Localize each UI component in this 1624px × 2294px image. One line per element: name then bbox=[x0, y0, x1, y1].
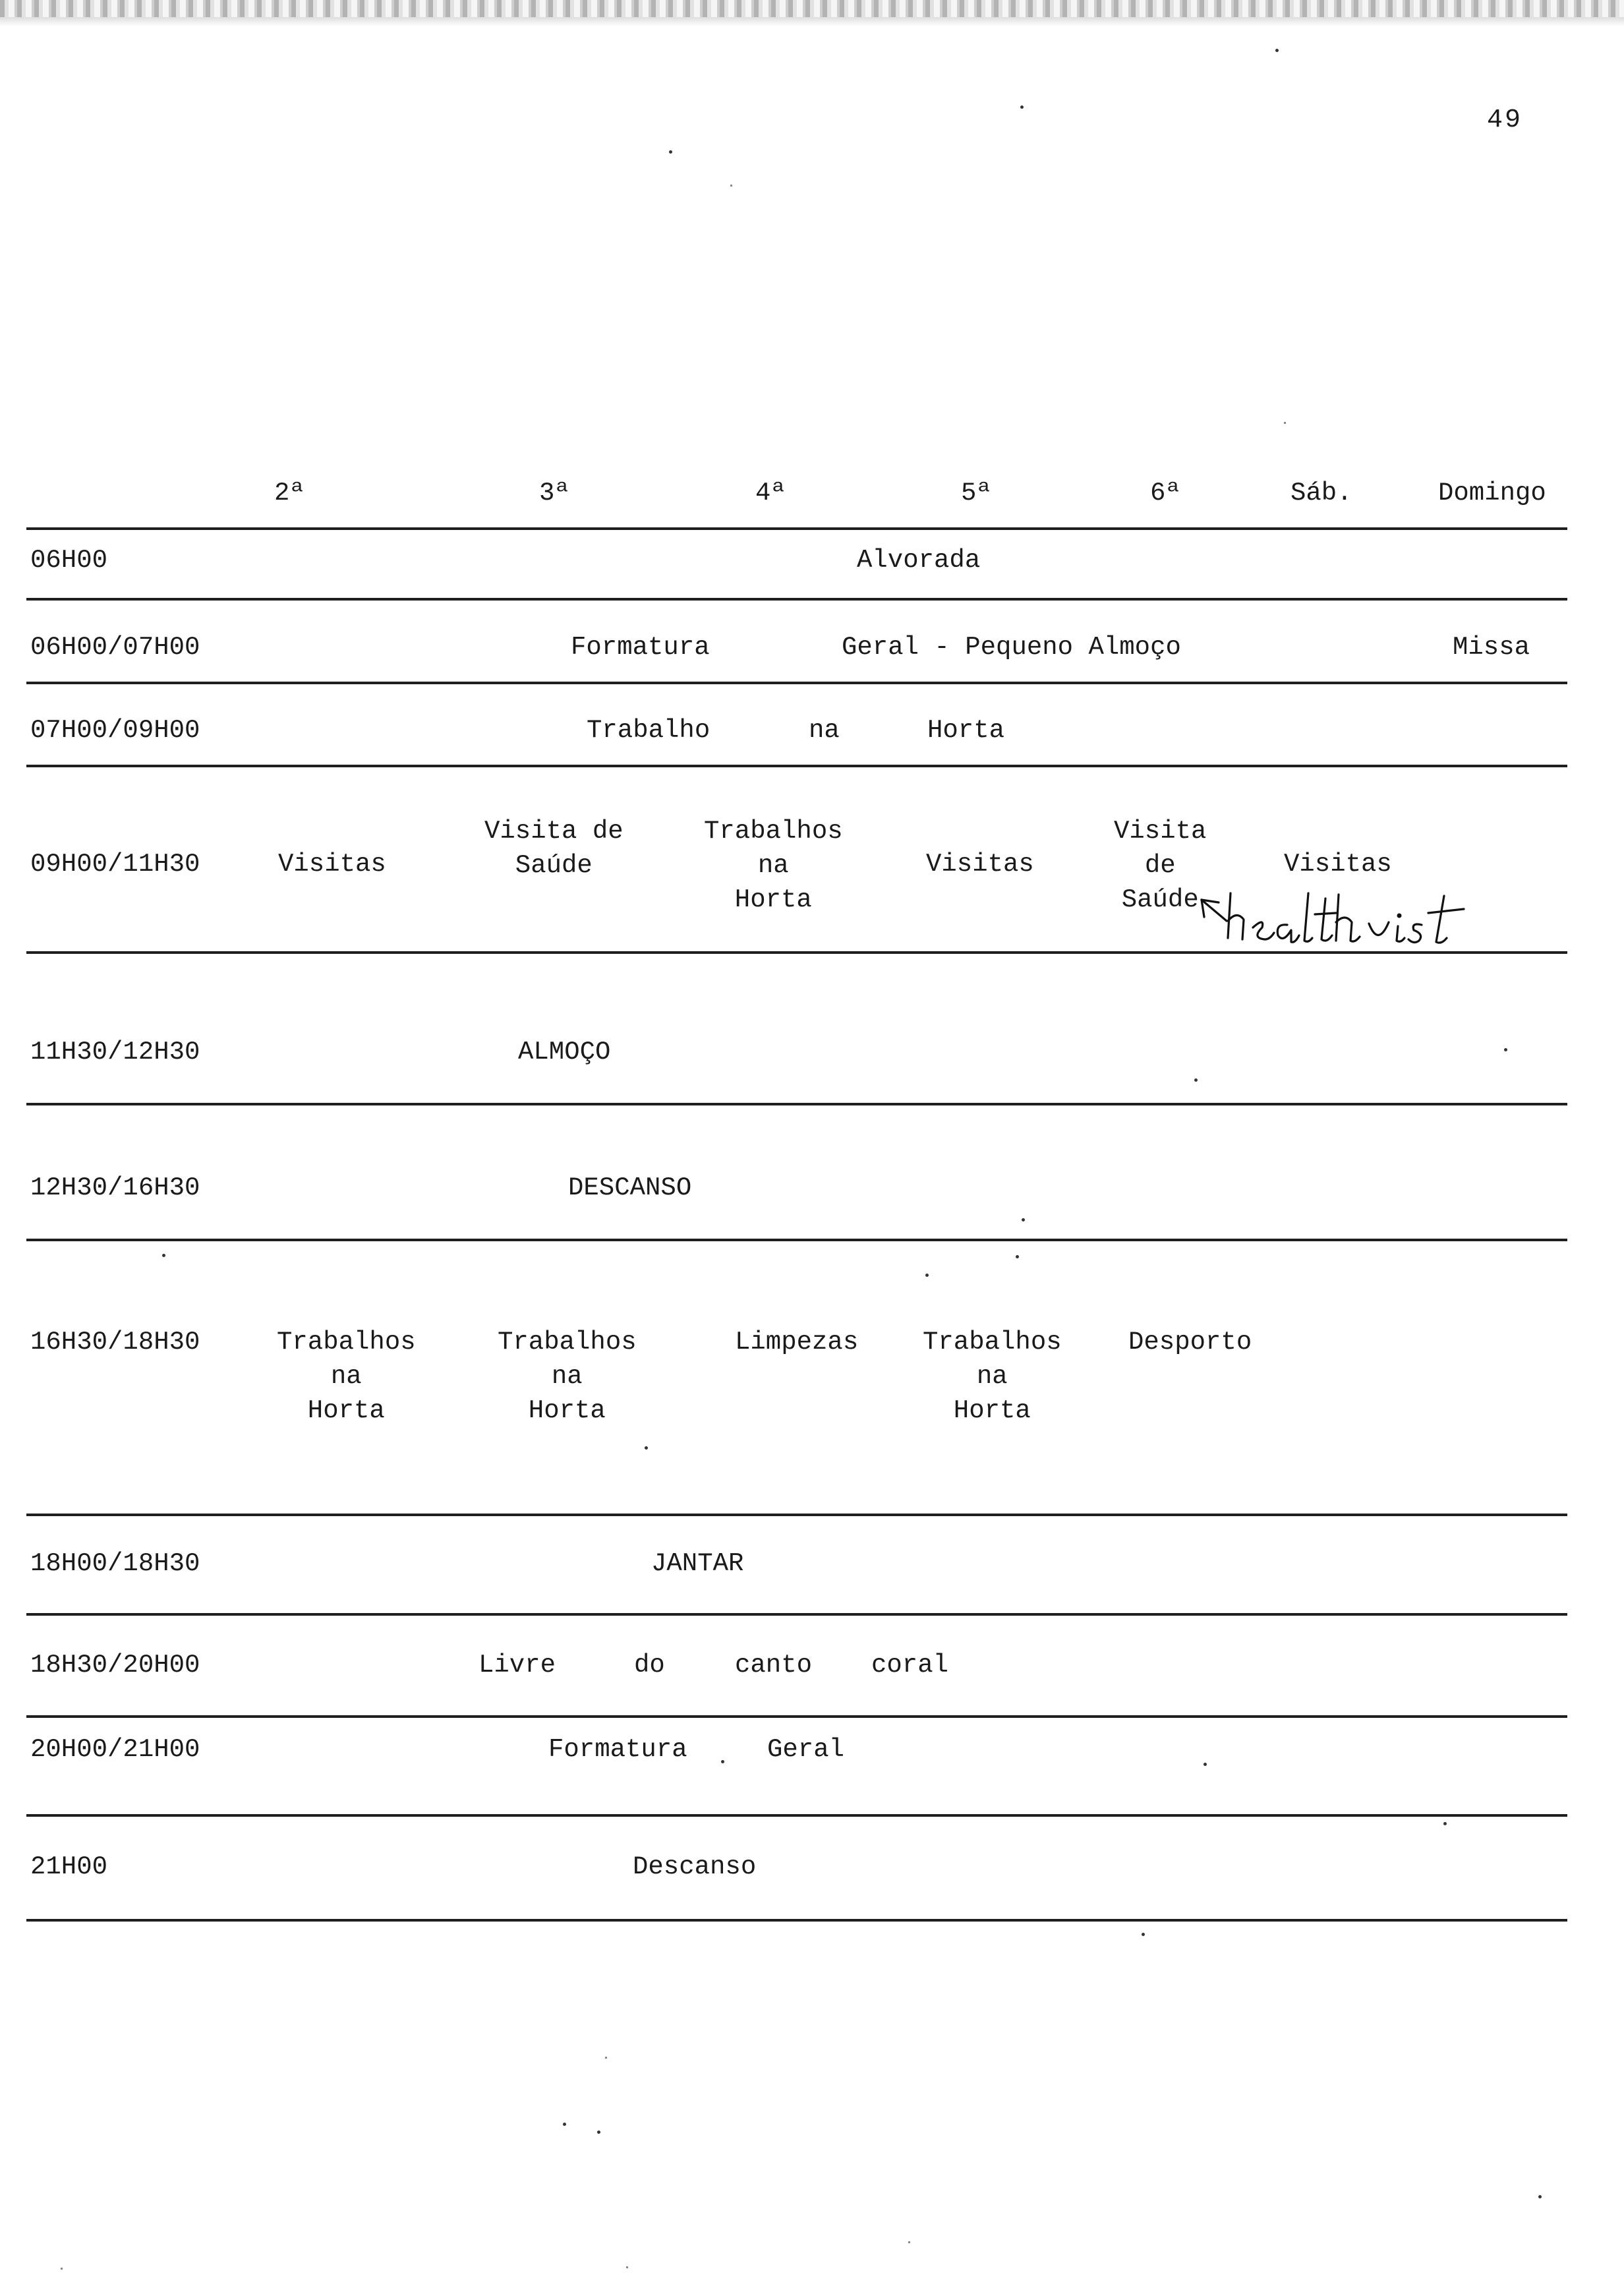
cell-monday: Trabalhos na Horta bbox=[277, 1328, 416, 1425]
scan-speck bbox=[1204, 1763, 1207, 1766]
table-rule bbox=[26, 765, 1567, 767]
scan-speck bbox=[1016, 1255, 1019, 1258]
header-day-monday: 2ª bbox=[274, 479, 305, 508]
table-rule bbox=[26, 1613, 1567, 1616]
scan-speck bbox=[1443, 1822, 1447, 1825]
cell-wednesday: Limpezas bbox=[735, 1328, 859, 1357]
table-rule bbox=[26, 1814, 1567, 1817]
row-activity: coral bbox=[871, 1651, 949, 1680]
table-rule bbox=[26, 598, 1567, 601]
scan-speck bbox=[669, 150, 672, 154]
row-activity: canto bbox=[735, 1651, 813, 1680]
scan-speck bbox=[908, 2241, 910, 2243]
header-day-thursday: 5ª bbox=[961, 479, 992, 508]
cell-monday: Visitas bbox=[278, 850, 386, 879]
table-rule bbox=[26, 1715, 1567, 1718]
scan-speck bbox=[721, 1760, 724, 1763]
page-number: 49 bbox=[1487, 105, 1523, 135]
header-day-wednesday: 4ª bbox=[755, 479, 786, 508]
scan-speck bbox=[61, 2268, 63, 2270]
row-time: 06H00/07H00 bbox=[30, 633, 200, 662]
scan-speck bbox=[1194, 1078, 1198, 1082]
cell-thursday: Visitas bbox=[926, 850, 1034, 879]
row-time: 07H00/09H00 bbox=[30, 716, 200, 745]
table-rule bbox=[26, 1514, 1567, 1516]
scan-speck bbox=[1504, 1048, 1507, 1051]
scan-speck bbox=[605, 2057, 607, 2059]
row-activity: Formatura bbox=[548, 1735, 687, 1764]
row-activity: Geral bbox=[767, 1735, 845, 1764]
scan-edge-noise bbox=[0, 0, 1624, 17]
table-rule bbox=[26, 1239, 1567, 1241]
row-time: 12H30/16H30 bbox=[30, 1173, 200, 1202]
row-activity: Trabalho bbox=[587, 716, 710, 745]
scan-speck bbox=[1142, 1933, 1145, 1936]
scan-edge-shadow bbox=[0, 17, 1624, 26]
row-time: 18H30/20H00 bbox=[30, 1651, 200, 1680]
row-activity: Descanso bbox=[633, 1852, 757, 1881]
scan-speck bbox=[925, 1274, 929, 1277]
row-activity: Geral - Pequeno Almoço bbox=[842, 633, 1181, 662]
cell-wednesday: Trabalhos na Horta bbox=[704, 817, 843, 914]
row-time: 06H00 bbox=[30, 546, 108, 575]
scan-speck bbox=[597, 2131, 600, 2134]
table-rule bbox=[26, 682, 1567, 684]
row-time: 18H00/18H30 bbox=[30, 1549, 200, 1578]
cell-tuesday: Trabalhos na Horta bbox=[498, 1328, 637, 1425]
handwritten-health-visit-annotation bbox=[1196, 887, 1473, 959]
header-day-sunday: Domingo bbox=[1438, 479, 1546, 508]
row-activity: Formatura bbox=[571, 633, 710, 662]
row-activity: do bbox=[634, 1651, 665, 1680]
cell-friday: Desporto bbox=[1128, 1328, 1252, 1357]
row-activity: Horta bbox=[927, 716, 1005, 745]
scan-speck bbox=[563, 2123, 566, 2126]
row-time: 11H30/12H30 bbox=[30, 1038, 200, 1067]
header-day-friday: 6ª bbox=[1150, 479, 1181, 508]
row-time: 09H00/11H30 bbox=[30, 850, 200, 879]
table-rule bbox=[26, 1919, 1567, 1922]
row-time: 20H00/21H00 bbox=[30, 1735, 200, 1764]
cell-thursday: Trabalhos na Horta bbox=[923, 1328, 1062, 1425]
table-rule bbox=[26, 527, 1567, 530]
scan-speck bbox=[162, 1254, 165, 1257]
header-day-tuesday: 3ª bbox=[539, 479, 570, 508]
scan-speck bbox=[626, 2266, 628, 2268]
row-activity: JANTAR bbox=[651, 1549, 744, 1578]
row-activity: na bbox=[809, 716, 840, 745]
row-time: 16H30/18H30 bbox=[30, 1328, 200, 1357]
row-activity: DESCANSO bbox=[568, 1173, 692, 1202]
scan-speck bbox=[1284, 422, 1286, 424]
row-activity-sunday: Missa bbox=[1453, 633, 1530, 662]
row-activity: ALMOÇO bbox=[518, 1038, 611, 1067]
table-rule bbox=[26, 1103, 1567, 1105]
cell-friday: Visita de Saúde bbox=[1114, 817, 1207, 914]
scan-speck bbox=[1538, 2195, 1542, 2198]
scan-speck bbox=[1022, 1218, 1025, 1221]
header-day-saturday: Sáb. bbox=[1290, 479, 1352, 508]
cell-saturday: Visitas bbox=[1284, 850, 1392, 879]
row-activity: Livre bbox=[478, 1651, 556, 1680]
cell-tuesday: Visita de Saúde bbox=[484, 817, 624, 880]
row-activity: Alvorada bbox=[857, 546, 981, 575]
scan-speck bbox=[1275, 49, 1279, 52]
scan-speck bbox=[730, 185, 732, 187]
scan-speck bbox=[645, 1446, 648, 1450]
scan-speck bbox=[1020, 105, 1024, 109]
row-time: 21H00 bbox=[30, 1852, 108, 1881]
